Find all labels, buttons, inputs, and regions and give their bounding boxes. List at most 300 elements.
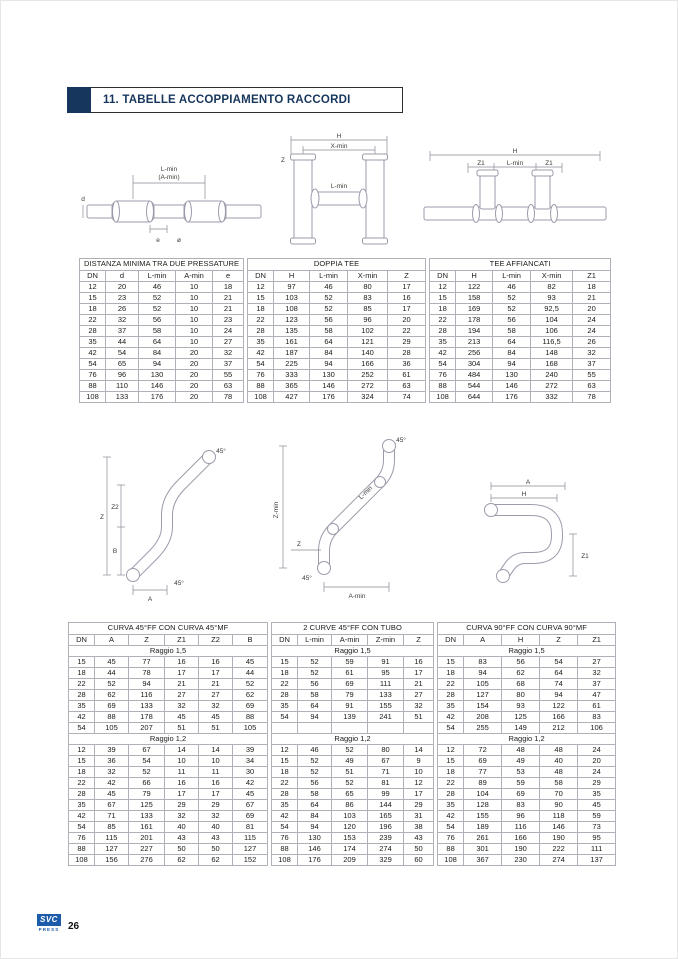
table-row (80, 337, 244, 348)
dimension-lines (279, 446, 389, 592)
table-cell: 52 (139, 293, 176, 304)
table-cell: 11 (199, 767, 233, 778)
table-cell: 24 (213, 326, 244, 337)
table-cell: 21 (199, 679, 233, 690)
table-cell: 21 (165, 679, 199, 690)
table-cell: 123 (274, 315, 310, 326)
table-cell: 64 (298, 701, 332, 712)
table-cell: 29 (165, 800, 199, 811)
table-cell: 12 (80, 282, 106, 293)
table-distanza-minima (79, 258, 244, 403)
table-row (430, 315, 611, 326)
dim-label-b: B (112, 548, 118, 555)
table-cell: 15 (69, 657, 95, 668)
table-cell: 70 (540, 789, 578, 800)
table-cell: 42 (438, 712, 464, 723)
table-cell: 67 (129, 745, 165, 756)
table-cell: 102 (348, 326, 388, 337)
table-cell (298, 723, 332, 734)
table-cell: 32 (165, 811, 199, 822)
table-cell: 156 (95, 855, 129, 866)
group-label: Raggio 1,5 (272, 646, 434, 657)
table-cell: 58 (493, 326, 531, 337)
table-cell: 76 (69, 833, 95, 844)
table-cell: 11 (165, 767, 199, 778)
table-cell: 15 (248, 293, 274, 304)
table-cell: 22 (69, 679, 95, 690)
table-row (438, 833, 616, 844)
column-header: Z (129, 635, 165, 646)
dim-label-z1: Z1 (581, 553, 589, 560)
table-cell: 304 (456, 359, 493, 370)
table-row (69, 745, 268, 756)
table-cell: 26 (573, 337, 611, 348)
table-cell: 39 (233, 745, 268, 756)
table-cell: 52 (310, 304, 348, 315)
table-cell: 56 (298, 679, 332, 690)
table-cell: 104 (531, 315, 573, 326)
pipe-art (318, 440, 396, 575)
table-row (272, 745, 434, 756)
table-cell: 213 (456, 337, 493, 348)
table-cell: 74 (388, 392, 426, 403)
dim-label-amin: (A-min) (158, 174, 180, 181)
table-cell: 14 (199, 745, 233, 756)
table-cell: 80 (502, 690, 540, 701)
table-row (430, 282, 611, 293)
table-row (248, 293, 426, 304)
table-cell: 45 (233, 657, 268, 668)
table-cell: 35 (248, 337, 274, 348)
table-cell: 133 (106, 392, 139, 403)
table-cell: 72 (464, 745, 502, 756)
table-cell: 208 (464, 712, 502, 723)
table-cell: 18 (438, 668, 464, 679)
table-cell: 92,5 (531, 304, 573, 315)
table-row (69, 822, 268, 833)
table-cell: 54 (69, 723, 95, 734)
table-cell: 55 (213, 370, 244, 381)
table-cell: 32 (578, 668, 616, 679)
table-cell: 32 (573, 348, 611, 359)
table-cell: 256 (456, 348, 493, 359)
table-cell: 15 (272, 756, 298, 767)
group-label: Raggio 1,5 (69, 646, 268, 657)
column-header: H (456, 271, 493, 282)
table-row (272, 811, 434, 822)
table-row (69, 679, 268, 690)
table-row (430, 304, 611, 315)
table-cell: 272 (531, 381, 573, 392)
table-cell: 42 (248, 348, 274, 359)
table-cell: 69 (502, 789, 540, 800)
table-cell: 15 (430, 293, 456, 304)
table-cell: 69 (95, 701, 129, 712)
table-cell: 17 (165, 668, 199, 679)
table-cell: 12 (69, 745, 95, 756)
table-cell: 76 (248, 370, 274, 381)
table-cell: 18 (438, 767, 464, 778)
table-cell: 127 (233, 844, 268, 855)
table-cell: 36 (95, 756, 129, 767)
table-row (438, 767, 616, 778)
table-cell: 96 (106, 370, 139, 381)
table-cell: 43 (404, 833, 434, 844)
table-cell: 40 (165, 822, 199, 833)
table-row (69, 767, 268, 778)
column-header: L-min (298, 635, 332, 646)
table-cell: 96 (348, 315, 388, 326)
table-row (69, 756, 268, 767)
pipe-art (424, 170, 606, 223)
angle-label-bottom: 45° (302, 575, 312, 582)
table-row (272, 668, 434, 679)
column-header: DN (80, 271, 106, 282)
table-cell: 61 (388, 370, 426, 381)
table-cell: 276 (129, 855, 165, 866)
table-row (430, 337, 611, 348)
table-cell: 81 (233, 822, 268, 833)
table-cell: 17 (388, 282, 426, 293)
table-cell: 52 (139, 304, 176, 315)
table-cell: 18 (573, 282, 611, 293)
table-2-curve-45-tubo (271, 622, 434, 866)
table-cell: 50 (404, 844, 434, 855)
table-cell: 20 (176, 359, 213, 370)
table-cell: 152 (233, 855, 268, 866)
table-cell: 28 (438, 690, 464, 701)
table-cell: 52 (298, 756, 332, 767)
table-cell: 94 (310, 359, 348, 370)
column-header: X-min (531, 271, 573, 282)
table-cell: 76 (80, 370, 106, 381)
table-cell: 103 (274, 293, 310, 304)
table-cell: 15 (438, 756, 464, 767)
dim-label-phi: ø (177, 237, 181, 244)
table-cell: 62 (95, 690, 129, 701)
table-cell: 50 (199, 844, 233, 855)
title-block (67, 87, 403, 113)
table-cell: 21 (213, 304, 244, 315)
table-cell: 52 (310, 293, 348, 304)
table-cell: 69 (233, 701, 268, 712)
table-cell: 324 (348, 392, 388, 403)
table-cell: 94 (298, 712, 332, 723)
group-header-row (272, 646, 434, 657)
table-cell: 155 (464, 811, 502, 822)
table-cell: 37 (213, 359, 244, 370)
table-cell: 35 (578, 789, 616, 800)
table-cell: 40 (199, 822, 233, 833)
table-row (272, 712, 434, 723)
table-row (248, 381, 426, 392)
table-cell: 20 (176, 381, 213, 392)
table-row (248, 392, 426, 403)
logo-mark: SVC (37, 914, 61, 926)
table-row (69, 668, 268, 679)
table-cell: 64 (493, 337, 531, 348)
table-cell: 105 (464, 679, 502, 690)
dim-label-amin: A-min (348, 593, 366, 600)
table-cell: 122 (456, 282, 493, 293)
table-cell: 44 (233, 668, 268, 679)
dim-label-h: H (521, 491, 527, 498)
table-cell: 14 (404, 745, 434, 756)
dim-label-z: Z (100, 514, 104, 521)
table-cell: 28 (69, 789, 95, 800)
table-cell: 16 (199, 657, 233, 668)
table-cell: 45 (233, 789, 268, 800)
table-cell: 85 (348, 304, 388, 315)
table-row (80, 370, 244, 381)
table-cell: 116,5 (531, 337, 573, 348)
table-cell: 58 (298, 690, 332, 701)
table-cell: 46 (310, 282, 348, 293)
table-cell: 146 (540, 822, 578, 833)
table-cell: 51 (332, 767, 368, 778)
table-cell: 22 (80, 315, 106, 326)
table-cell: 64 (540, 668, 578, 679)
table-cell: 274 (368, 844, 404, 855)
table-cell: 35 (430, 337, 456, 348)
column-header: L-min (139, 271, 176, 282)
pipe-art (485, 504, 558, 583)
table-cell: 17 (404, 789, 434, 800)
table-row (272, 723, 434, 734)
table-cell: 63 (573, 381, 611, 392)
table-cell: 32 (404, 701, 434, 712)
table-cell: 42 (69, 811, 95, 822)
table-row (248, 370, 426, 381)
table-cell (404, 723, 434, 734)
page-title: 11. TABELLE ACCOPPIAMENTO RACCORDI (103, 94, 351, 106)
dim-label-zmin: Z-min (273, 501, 280, 519)
table-cell: 15 (80, 293, 106, 304)
table-cell: 207 (129, 723, 165, 734)
table-cell: 10 (176, 282, 213, 293)
table-cell: 155 (368, 701, 404, 712)
table-cell: 88 (438, 844, 464, 855)
table-cell: 127 (95, 844, 129, 855)
group-header-row (438, 734, 616, 745)
table-cell: 52 (493, 304, 531, 315)
table-cell: 38 (404, 822, 434, 833)
table-cell: 58 (310, 326, 348, 337)
table-cell: 189 (464, 822, 502, 833)
table-cell: 96 (502, 811, 540, 822)
group-label: Raggio 1,5 (438, 646, 616, 657)
table-cell: 28 (80, 326, 106, 337)
table-row (438, 811, 616, 822)
table-cell: 18 (69, 767, 95, 778)
table-cell: 484 (456, 370, 493, 381)
table-cell: 240 (531, 370, 573, 381)
table-cell: 255 (464, 723, 502, 734)
table-row (80, 282, 244, 293)
table-title: DISTANZA MINIMA TRA DUE PRESSATURE (80, 259, 244, 271)
table-cell: 108 (274, 304, 310, 315)
table-cell: 84 (139, 348, 176, 359)
group-header-row (69, 646, 268, 657)
column-header: Z (540, 635, 578, 646)
table-cell: 35 (438, 800, 464, 811)
column-header: A (95, 635, 129, 646)
group-label: Raggio 1,2 (69, 734, 268, 745)
group-label: Raggio 1,2 (272, 734, 434, 745)
table-cell: 35 (69, 701, 95, 712)
table-cell: 83 (464, 657, 502, 668)
table-cell: 56 (298, 778, 332, 789)
table-cell: 54 (272, 712, 298, 723)
table-cell: 239 (368, 833, 404, 844)
column-header: Z (404, 635, 434, 646)
column-header: H (274, 271, 310, 282)
table-cell: 58 (139, 326, 176, 337)
dim-label-lmin: L-min (330, 183, 348, 190)
table-cell: 94 (493, 359, 531, 370)
table-row (69, 712, 268, 723)
table-cell: 79 (332, 690, 368, 701)
pipe-art (291, 154, 388, 244)
table-cell: 17 (404, 668, 434, 679)
table-group-couplings (79, 258, 611, 403)
table-cell: 178 (456, 315, 493, 326)
table-row (69, 657, 268, 668)
table-row (438, 789, 616, 800)
table-cell: 21 (404, 679, 434, 690)
table-cell: 135 (274, 326, 310, 337)
table-cell: 187 (274, 348, 310, 359)
table-cell: 10 (199, 756, 233, 767)
table-cell: 367 (464, 855, 502, 866)
table-cell: 31 (404, 811, 434, 822)
table-cell: 54 (438, 723, 464, 734)
table-cell: 45 (95, 657, 129, 668)
table-cell: 9 (404, 756, 434, 767)
table-row (248, 304, 426, 315)
table-cell: 54 (438, 822, 464, 833)
table-cell: 644 (456, 392, 493, 403)
table-cell: 24 (578, 745, 616, 756)
table-cell: 20 (106, 282, 139, 293)
table-cell: 69 (233, 811, 268, 822)
table-cell: 12 (404, 778, 434, 789)
table-cell: 17 (165, 789, 199, 800)
table-cell: 29 (578, 778, 616, 789)
column-header: A-min (332, 635, 368, 646)
table-cell: 10 (176, 293, 213, 304)
table-cell: 18 (69, 668, 95, 679)
table-cell: 12 (272, 745, 298, 756)
table-cell: 88 (272, 844, 298, 855)
table-cell: 108 (272, 855, 298, 866)
table-cell: 10 (176, 315, 213, 326)
table-cell: 146 (139, 381, 176, 392)
table-cell: 22 (248, 315, 274, 326)
table-cell: 64 (139, 337, 176, 348)
table-row (438, 723, 616, 734)
table-cell: 62 (502, 668, 540, 679)
table-row (438, 679, 616, 690)
table-title: DOPPIA TEE (248, 259, 426, 271)
table-cell: 54 (80, 359, 106, 370)
table-cell: 27 (404, 690, 434, 701)
table-cell: 20 (388, 315, 426, 326)
table-cell: 44 (106, 337, 139, 348)
table-cell: 108 (69, 855, 95, 866)
table-cell: 76 (272, 833, 298, 844)
table-cell: 139 (332, 712, 368, 723)
table-cell: 46 (493, 282, 531, 293)
dim-label-d: d (81, 196, 85, 203)
table-row (438, 657, 616, 668)
table-cell: 88 (69, 844, 95, 855)
table-cell: 16 (404, 657, 434, 668)
table-cell: 62 (199, 855, 233, 866)
table-row (430, 392, 611, 403)
table-cell: 90 (540, 800, 578, 811)
table-cell: 333 (274, 370, 310, 381)
table-cell: 67 (233, 800, 268, 811)
page-title-box (91, 87, 403, 113)
table-row (272, 822, 434, 833)
table-cell: 52 (129, 767, 165, 778)
table-cell: 133 (129, 701, 165, 712)
table-cell: 42 (95, 778, 129, 789)
table-cell: 122 (540, 701, 578, 712)
pipe-art (127, 451, 216, 582)
table-cell: 28 (69, 690, 95, 701)
table-cell: 88 (248, 381, 274, 392)
table-cell: 16 (165, 778, 199, 789)
table-cell: 201 (129, 833, 165, 844)
dim-label-a: A (147, 596, 153, 603)
diagram-curva-45ff-45mf (97, 439, 237, 604)
table-cell: 52 (298, 767, 332, 778)
table-row (438, 745, 616, 756)
angle-label-bottom: 45° (174, 580, 184, 587)
table-cell: 76 (430, 370, 456, 381)
table-cell: 146 (298, 844, 332, 855)
table-cell: 52 (332, 745, 368, 756)
table-cell: 108 (438, 855, 464, 866)
table-cell: 51 (404, 712, 434, 723)
table-cell: 62 (165, 855, 199, 866)
column-header: L-min (310, 271, 348, 282)
table-curva-45ff-45mf (68, 622, 268, 866)
table-row (272, 679, 434, 690)
column-header: DN (248, 271, 274, 282)
table-cell: 42 (430, 348, 456, 359)
table-row (80, 348, 244, 359)
table-cell: 62 (233, 690, 268, 701)
dim-label-z1-right: Z1 (545, 160, 553, 167)
dim-label-lmin: L-min (160, 166, 178, 173)
table-row (69, 701, 268, 712)
column-header: Z1 (578, 635, 616, 646)
table-cell: 35 (272, 701, 298, 712)
table-cell: 166 (540, 712, 578, 723)
column-header: Z2 (199, 635, 233, 646)
table-cell: 23 (106, 293, 139, 304)
table-cell: 15 (69, 756, 95, 767)
dim-label-xmin: X-min (330, 143, 348, 150)
table-cell: 20 (176, 370, 213, 381)
table-cell: 18 (272, 767, 298, 778)
table-cell: 94 (139, 359, 176, 370)
table-cell: 54 (272, 822, 298, 833)
table-cell: 45 (95, 789, 129, 800)
